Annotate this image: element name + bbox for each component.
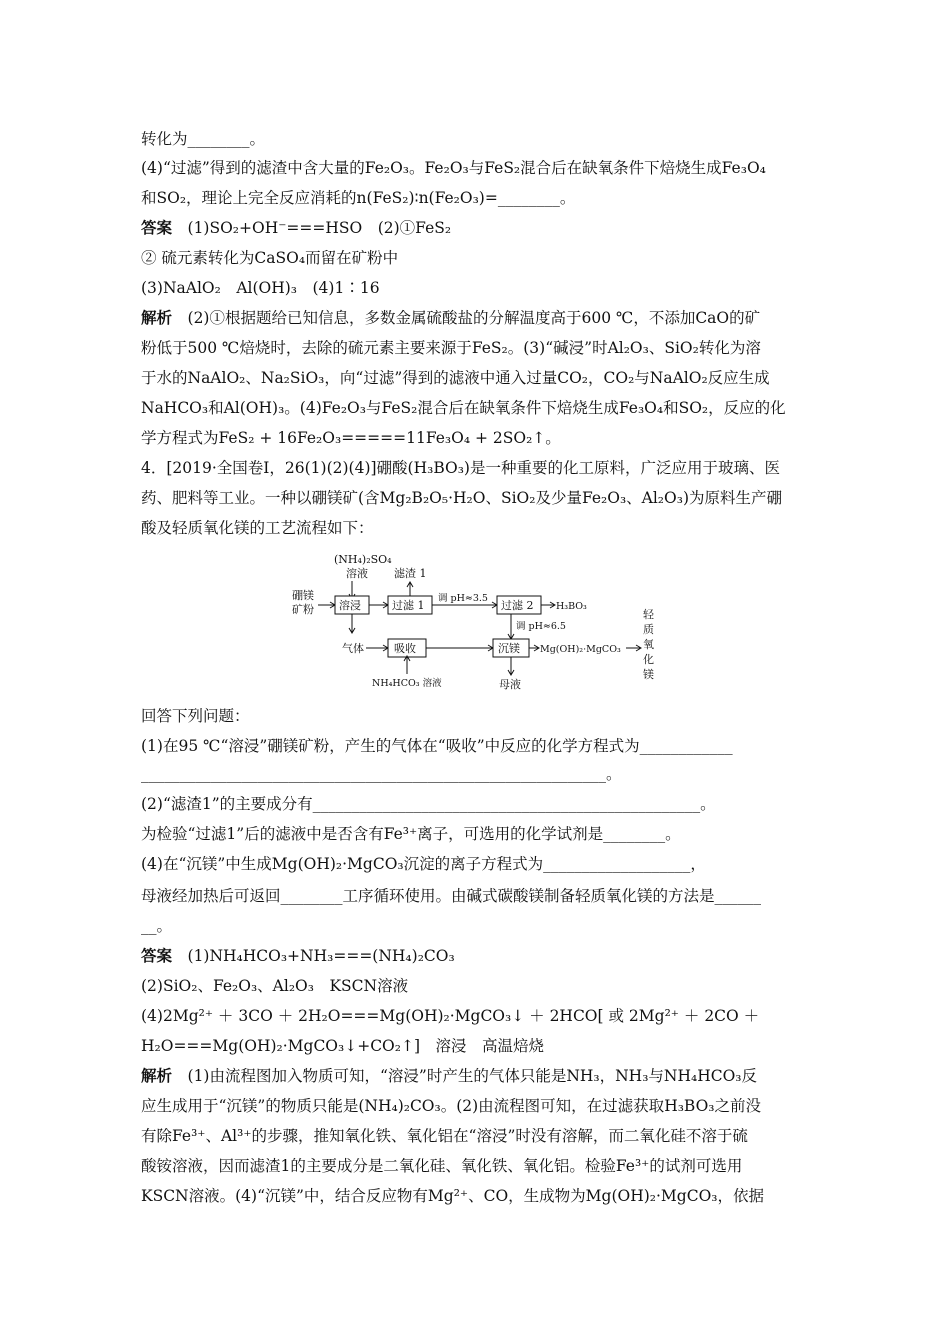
text-line: 有除Fe³⁺、Al³⁺的步骤，推知氧化铁、氧化铝在“溶浸”时没有溶解，而二氧化硅不溶于硫 — [141, 1127, 748, 1145]
text-line: ____________________________________________________________。 — [141, 765, 622, 783]
filter1-label: 过滤 1 — [392, 599, 425, 612]
absorb-label: 吸收 — [394, 642, 416, 655]
final-product-char-1: 质 — [643, 623, 654, 636]
label-prefix: 解析 — [141, 308, 173, 327]
text-line: ② 硫元素转化为CaSO₄而留在矿粉中 — [141, 249, 399, 267]
final-product-char-4: 镁 — [643, 668, 654, 681]
text-line: (2)SiO₂、Fe₂O₃、Al₂O₃ KSCN溶液 — [141, 977, 409, 995]
text-line: 应生成用于“沉镁”的物质只能是(NH₄)₂CO₃。(2)由流程图可知，在过滤获取H₃BO₃之前没 — [141, 1097, 762, 1115]
adjust-ph-1-label: 调 pH≈3.5 — [438, 593, 488, 604]
dissolve-label: 溶浸 — [339, 599, 361, 612]
feed-label-2: 矿粉 — [292, 603, 314, 616]
feed-label-1: 硼镁 — [292, 589, 314, 602]
text-line: (4)2Mg²⁺ ＋ 3CO ＋ 2H₂O===Mg(OH)₂·MgCO₃↓ ＋ 2HCO[ 或 2Mg²⁺ ＋ 2CO ＋ — [141, 1007, 760, 1025]
text-line — [141, 307, 813, 329]
final-product-char-3: 化 — [643, 653, 654, 666]
gas-label: 气体 — [342, 642, 364, 655]
text-line — [141, 1065, 813, 1087]
text-line: (3)NaAlO₂ Al(OH)₃ (4)1∶16 — [141, 279, 380, 297]
line-body: (1)由流程图加入物质可知，“溶浸”时产生的气体只能是NH₃，NH₃与NH₄HCO₃反 — [172, 1067, 757, 1085]
text-line: H₂O===Mg(OH)₂·MgCO₃↓+CO₂↑] 溶浸 高温焙烧 — [141, 1037, 545, 1055]
mother-liquor-label: 母液 — [499, 678, 521, 691]
text-line — [141, 945, 813, 967]
final-product-char-2: 氧 — [643, 638, 654, 651]
process-flow-diagram — [286, 553, 666, 693]
text-line: 于水的NaAlO₂、Na₂SiO₃，向“过滤”得到的滤液中通入过量CO₂，CO₂与NaAlO₂反应生成 — [141, 369, 770, 387]
precip-label: 沉镁 — [498, 642, 520, 655]
text-line: 转化为________。 — [141, 130, 266, 148]
text-line: 学方程式为FeS₂ + 16Fe₂O₃=====11Fe₃O₄ + 2SO₂↑。 — [141, 429, 561, 447]
absorb-reagent-label: NH₄HCO₃ 溶液 — [372, 678, 442, 689]
text-line: NaHCO₃和Al(OH)₃。(4)Fe₂O₃与FeS₂混合后在缺氧条件下焙烧生成Fe₃O₄和SO₂，反应的化 — [141, 399, 786, 417]
boric-acid-product: H₃BO₃ — [556, 601, 587, 612]
label-prefix: 答案 — [141, 218, 173, 237]
label-prefix: 解析 — [141, 1066, 173, 1085]
residue-1-label: 滤渣 1 — [394, 567, 427, 580]
line-body: (1)NH₄HCO₃+NH₃===(NH₄)₂CO₃ — [172, 947, 455, 965]
text-line — [141, 217, 813, 239]
text-line: 酸及轻质氧化镁的工艺流程如下： — [141, 519, 374, 537]
label-prefix: 答案 — [141, 946, 173, 965]
text-line: 母液经加热后可返回________工序循环使用。由碱式碳酸镁制备轻质氧化镁的方法是______ — [141, 887, 762, 905]
final-product-char-0: 轻 — [643, 608, 654, 621]
text-line: __。 — [141, 917, 173, 935]
text-line: 4．[2019·全国卷Ⅰ，26(1)(2)(4)]硼酸(H₃BO₃)是一种重要的化工原料，广泛应用于玻璃、医 — [141, 459, 780, 477]
line-body: (2)①根据题给已知信息，多数金属硫酸盐的分解温度高于600 ℃，不添加CaO的矿 — [172, 309, 761, 327]
text-line: 粉低于500 ℃焙烧时，去除的硫元素主要来源于FeS₂。(3)“碱浸”时Al₂O₃、SiO₂转化为溶 — [141, 339, 761, 357]
text-line: 酸铵溶液，因而滤渣1的主要成分是二氧化硅、氧化铁、氧化铝。检验Fe³⁺的试剂可选用 — [141, 1157, 743, 1175]
filter2-label: 过滤 2 — [501, 599, 534, 612]
text-line: (2)“滤渣1”的主要成分有__________________________________________________。 — [141, 795, 716, 813]
text-line: 为检验“过滤1”后的滤液中是否含有Fe³⁺离子，可选用的化学试剂是________。 — [141, 825, 681, 843]
text-line: KSCN溶液。(4)“沉镁”中，结合反应物有Mg²⁺、CO，生成物为Mg(OH)₂·MgCO₃，依据 — [141, 1187, 765, 1205]
precipitate-label: Mg(OH)₂·MgCO₃ — [540, 644, 621, 655]
text-line: 回答下列问题： — [141, 707, 250, 725]
reagent-solution-label: 溶液 — [346, 567, 368, 580]
text-line: (4)在“沉镁”中生成Mg(OH)₂·MgCO₃沉淀的离子方程式为___________________， — [141, 855, 706, 873]
text-line: (1)在95 ℃“溶浸”硼镁矿粉，产生的气体在“吸收”中反应的化学方程式为____________ — [141, 737, 733, 755]
reagent-ammonium-sulfate: (NH₄)₂SO₄ — [334, 553, 392, 566]
text-line: 药、肥料等工业。一种以硼镁矿(含Mg₂B₂O₅·H₂O、SiO₂及少量Fe₂O₃、Al₂O₃)为原料生产硼 — [141, 489, 782, 507]
adjust-ph-2-label: 调 pH≈6.5 — [516, 621, 566, 632]
text-line: 和SO₂，理论上完全反应消耗的n(FeS₂)∶n(Fe₂O₃)=________。 — [141, 189, 576, 207]
text-line: (4)“过滤”得到的滤渣中含大量的Fe₂O₃。Fe₂O₃与FeS₂混合后在缺氧条件下焙烧生成Fe₃O₄ — [141, 159, 766, 177]
line-body: (1)SO₂+OH⁻===HSO (2)①FeS₂ — [172, 219, 452, 237]
